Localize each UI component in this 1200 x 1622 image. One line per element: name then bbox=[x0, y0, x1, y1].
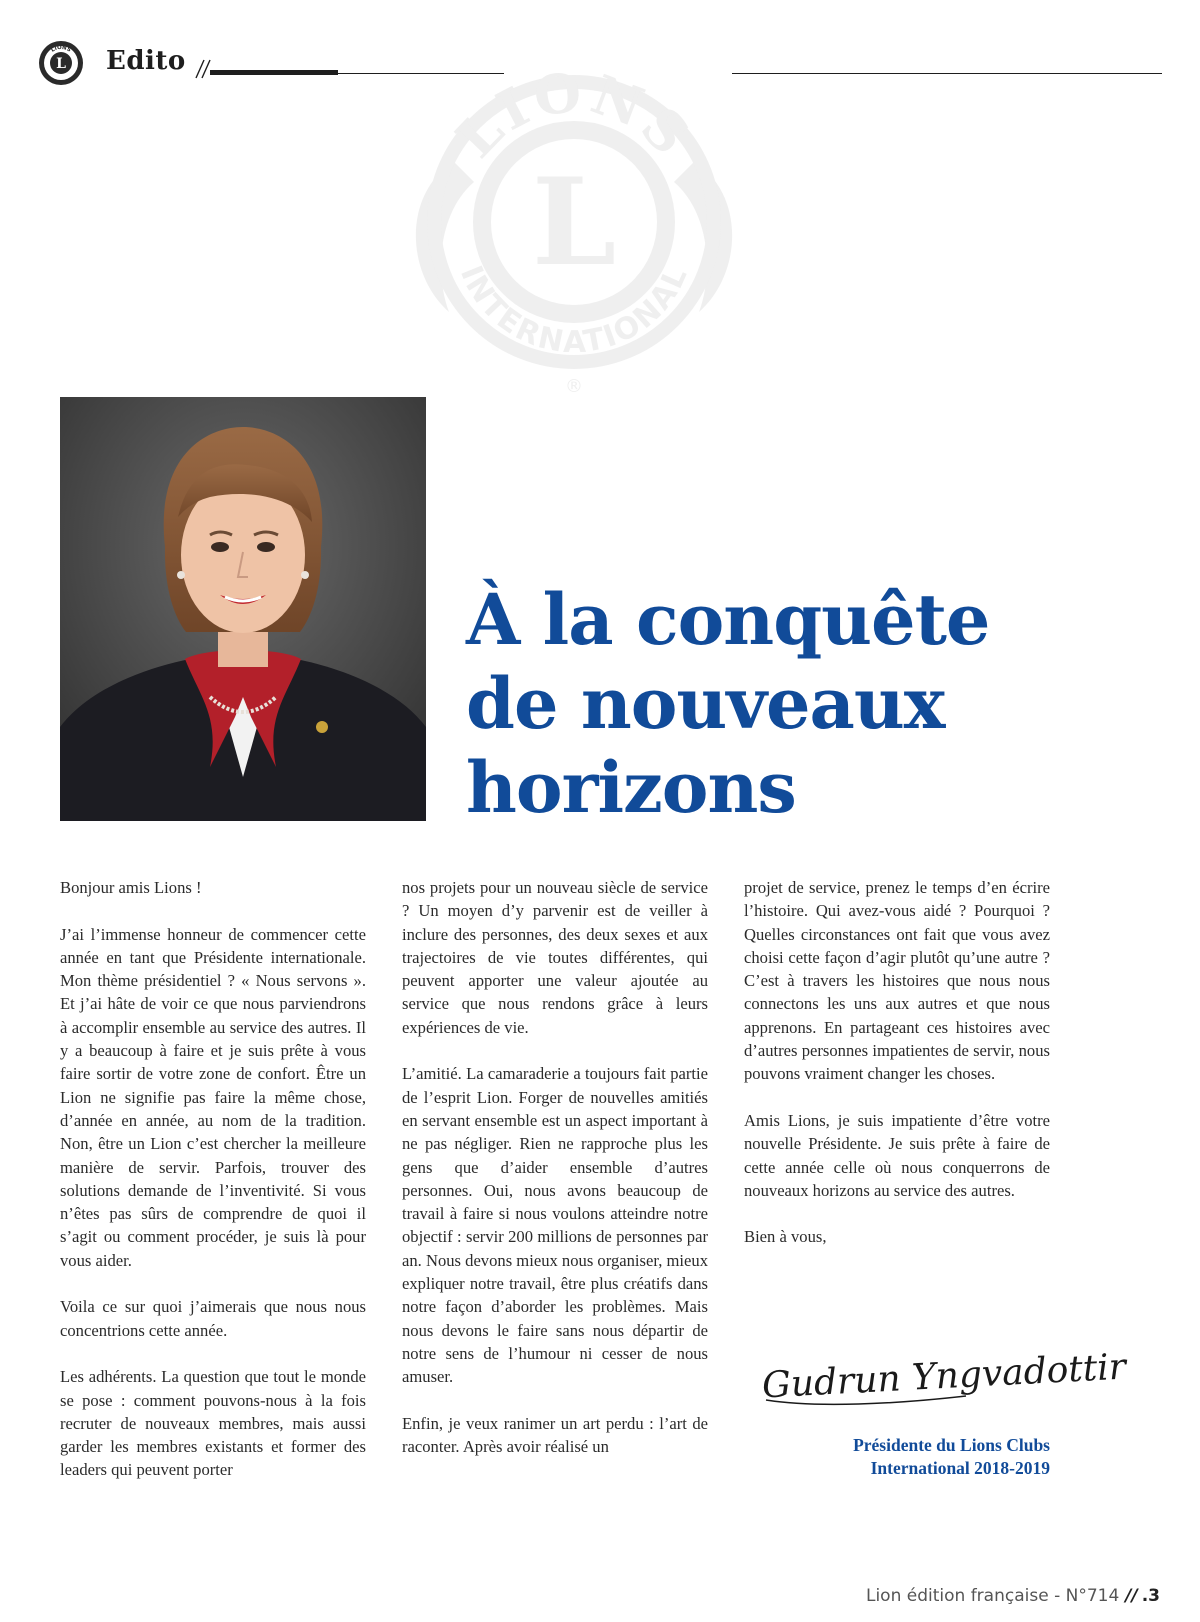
lions-logo-icon bbox=[38, 40, 84, 86]
signature-role bbox=[744, 1434, 1050, 1480]
paragraph: projet de service, prenez le temps d’en écrire l’histoire. Qui avez-vous aidé ? Pourquoi ? Quelles circonstances ont fait que vous avez choisi cette façon d’agir plutôt qu’une autre ? C’est à travers les histoires que nous nous connectons les uns aux autres et que nous apprenons. En partageant ces histoires avec d’autres personnes impatientes de servir, nous pouvons vraiment changer les choses. bbox=[744, 878, 1050, 1084]
page-number: .3 bbox=[1141, 1586, 1160, 1606]
publication-title: Lion édition française - N°714 bbox=[865, 1586, 1120, 1606]
paragraph: J’ai l’immense honneur de commencer cette année en tant que Présidente internationale. Mon thème présidentiel ? « Nous servons ». Et j’ai hâte de voir ce que nous parviendrons à accomplir ensemble au service des autres. Il y a beaucoup à faire et je suis prête à vous faire sortir de votre zone de confort. Être un Lion ne signifie pas faire la même chose, d’année en année, au nom de la tradition. Non, être un Lion c’est chercher la meilleure manière de servir. Parfois, trouver des solutions demande de l’inventivité. Si vous n’êtes pas sûrs de comprendre de quoi il s’agit ou comment procéder, je suis là pour vous aider. bbox=[60, 924, 366, 1270]
handwritten-signature bbox=[756, 1338, 1127, 1420]
president-portrait bbox=[60, 397, 426, 821]
article-column-2 bbox=[402, 876, 708, 1482]
headline-line-3: horizons bbox=[466, 746, 796, 829]
footer-separator: // bbox=[1125, 1586, 1138, 1606]
header-rule-accent bbox=[210, 70, 338, 75]
svg-text:L: L bbox=[56, 56, 66, 72]
svg-text:Gudrun Yngvadottir: Gudrun Yngvadottir bbox=[761, 1346, 1127, 1407]
paragraph: Enfin, je veux ranimer un art perdu : l’art de raconter. Après avoir réalisé un bbox=[402, 1413, 708, 1457]
section-label: Edito bbox=[106, 46, 186, 76]
svg-text:INTERNATIONAL: INTERNATIONAL bbox=[453, 260, 696, 361]
page-footer bbox=[866, 1586, 1160, 1606]
svg-text:L: L bbox=[531, 152, 617, 293]
paragraph: Voila ce sur quoi j’aimerais que nous nous concentrions cette année. bbox=[60, 1297, 366, 1340]
header-rule-right bbox=[732, 73, 1162, 74]
paragraph: nos projets pour un nouveau siècle de service ? Un moyen d’y parvenir est de veiller à inclure des personnes, des deux sexes et aux trajectoires de vie toutes différentes, qui peuvent apporter une valeur ajoutée au service que nous rendons grâce à leurs expériences de vie. bbox=[402, 878, 708, 1037]
article-headline bbox=[466, 578, 1166, 830]
paragraph: Bien à vous, bbox=[744, 1227, 827, 1247]
headline-line-2: de nouveaux bbox=[466, 662, 945, 745]
lions-watermark-logo bbox=[394, 42, 754, 402]
paragraph: L’amitié. La camaraderie a toujours fait partie de l’esprit Lion. Forger de nouvelles amitiés en servant ensemble est un aspect important à ne pas négliger. Rien ne rapproche plus les gens que d’aider ensemble d’autres personnes. Oui, nous avons beaucoup de travail à faire si nous voulons atteindre notre objectif : servir 200 millions de personnes par an. Nous devons mieux nous organiser, mieux expliquer notre travail, être plus créatifs dans notre façon d’aborder les problèmes. Mais nous devons le faire sans nous départir de notre sens de l’humour ni cesser de nous amuser. bbox=[402, 1064, 708, 1387]
paragraph: Bonjour amis Lions ! bbox=[60, 878, 202, 897]
headline-line-1: À la conquête bbox=[466, 578, 990, 661]
signature-role-line-2: International 2018-2019 bbox=[870, 1458, 1050, 1478]
svg-text:®: ® bbox=[565, 376, 583, 397]
paragraph: Les adhérents. La question que tout le monde se pose : comment pouvons-nous à la fois recruter de nouveaux membres, mais aussi garder les membres existants et former des leaders qui peuvent porter bbox=[60, 1367, 366, 1480]
signature-role-line-1: Présidente du Lions Clubs bbox=[853, 1435, 1050, 1455]
article-column-1 bbox=[60, 876, 366, 1505]
article-column-3 bbox=[744, 876, 1050, 1272]
paragraph: Amis Lions, je suis impatiente d’être votre nouvelle Présidente. Je suis prête à faire de cette année celle où nous conquerrons de nouveaux horizons au service des autres. bbox=[744, 1110, 1050, 1200]
header-slash-icon bbox=[194, 58, 214, 80]
svg-text:LIONS: LIONS bbox=[443, 59, 705, 170]
svg-text:LIONS: LIONS bbox=[50, 44, 72, 54]
